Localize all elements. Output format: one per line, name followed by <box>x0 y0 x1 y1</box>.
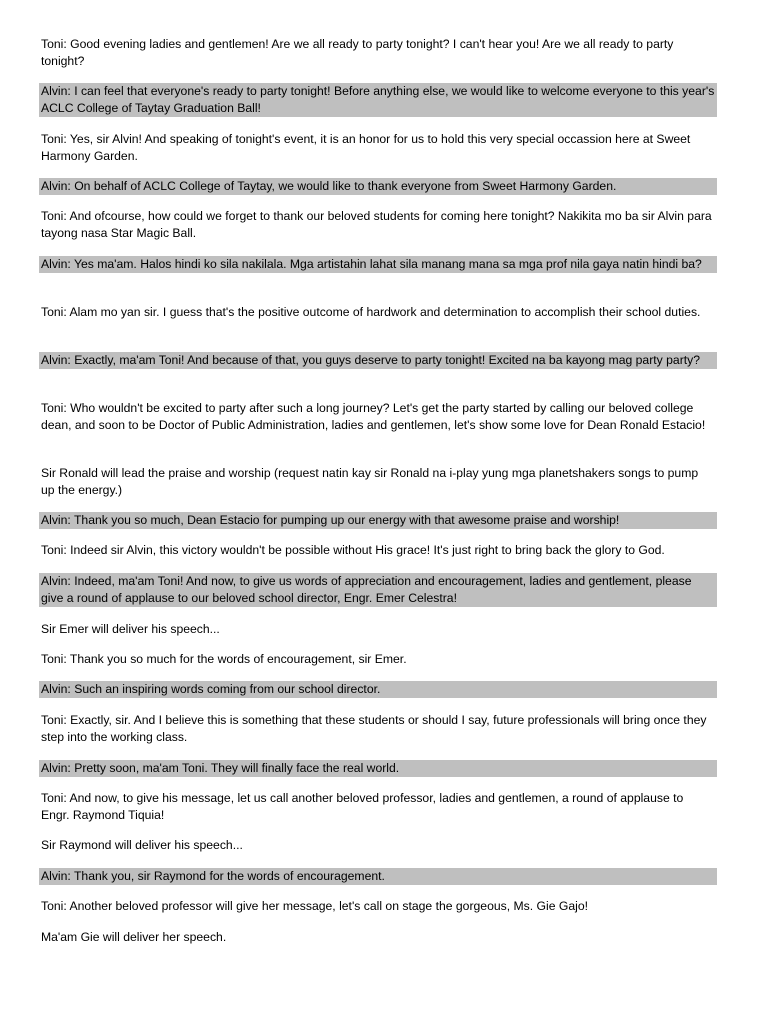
script-line-alvin: Alvin: Pretty soon, ma'am Toni. They will finally face the real world. <box>39 760 717 777</box>
stage-note: Sir Ronald will lead the praise and worship (request natin kay sir Ronald na i-play yung mga planetshakers songs to pump up the energy.) <box>41 466 699 497</box>
script-line-alvin: Alvin: On behalf of ACLC College of Taytay, we would like to thank everyone from Sweet Harmony Garden. <box>39 178 717 195</box>
script-line-alvin: Alvin: Exactly, ma'am Toni! And because of that, you guys deserve to party tonight! Excited na ba kayong mag party party? <box>39 352 717 369</box>
script-line-alvin: Alvin: Such an inspiring words coming from our school director. <box>39 681 717 698</box>
script-line-toni: Toni: Good evening ladies and gentlemen! Are we all ready to party tonight? I can't hear you! Are we all ready to party tonight? <box>41 37 674 68</box>
script-line-toni: Toni: Alam mo yan sir. I guess that's the positive outcome of hardwork and determination to accomplish their school duties. <box>41 305 701 319</box>
script-line-alvin: Alvin: Thank you so much, Dean Estacio for pumping up our energy with that awesome praise and worship! <box>39 512 717 529</box>
script-line-toni: Toni: And ofcourse, how could we forget to thank our beloved students for coming here tonight? Nakikita mo ba sir Alvin para tayong nasa Star Magic Ball. <box>41 209 712 240</box>
stage-note: Ma'am Gie will deliver her speech. <box>41 930 227 944</box>
stage-note: Sir Raymond will deliver his speech... <box>41 838 243 852</box>
script-line-toni: Toni: Thank you so much for the words of encouragement, sir Emer. <box>41 652 407 666</box>
script-line-toni: Toni: Exactly, sir. And I believe this is something that these students or should I say, future professionals will bring once they step into the working class. <box>41 713 707 744</box>
script-line-alvin: Alvin: I can feel that everyone's ready to party tonight! Before anything else, we would like to welcome everyone to this year's ACLC College of Taytay Graduation Ball! <box>39 83 717 117</box>
script-line-toni: Toni: Another beloved professor will give her message, let's call on stage the gorgeous, Ms. Gie Gajo! <box>41 899 588 913</box>
script-line-toni: Toni: And now, to give his message, let us call another beloved professor, ladies and gentlemen, a round of applause to Engr. Raymond Tiquia! <box>41 791 684 822</box>
script-line-alvin: Alvin: Indeed, ma'am Toni! And now, to give us words of appreciation and encouragement, ladies and gentlement, please give a round of applause to our beloved school director, Engr. Emer Celestra! <box>39 573 717 607</box>
stage-note: Sir Emer will deliver his speech... <box>41 622 220 636</box>
script-line-alvin: Alvin: Thank you, sir Raymond for the words of encouragement. <box>39 868 717 885</box>
script-line-toni: Toni: Yes, sir Alvin! And speaking of tonight's event, it is an honor for us to hold this very special occassion here at Sweet Harmony Garden. <box>41 132 691 163</box>
script-line-toni: Toni: Indeed sir Alvin, this victory wouldn't be possible without His grace! It's just right to bring back the glory to God. <box>41 543 665 557</box>
script-line-toni: Toni: Who wouldn't be excited to party after such a long journey? Let's get the party started by calling our beloved college dean, and soon to be Doctor of Public Administration, ladies and gentlemen, let's show some love for Dean Ronald Estacio! <box>41 401 706 432</box>
script-line-alvin: Alvin: Yes ma'am. Halos hindi ko sila nakilala. Mga artistahin lahat sila manang mana sa mga prof nila gaya natin hindi ba? <box>39 256 717 273</box>
